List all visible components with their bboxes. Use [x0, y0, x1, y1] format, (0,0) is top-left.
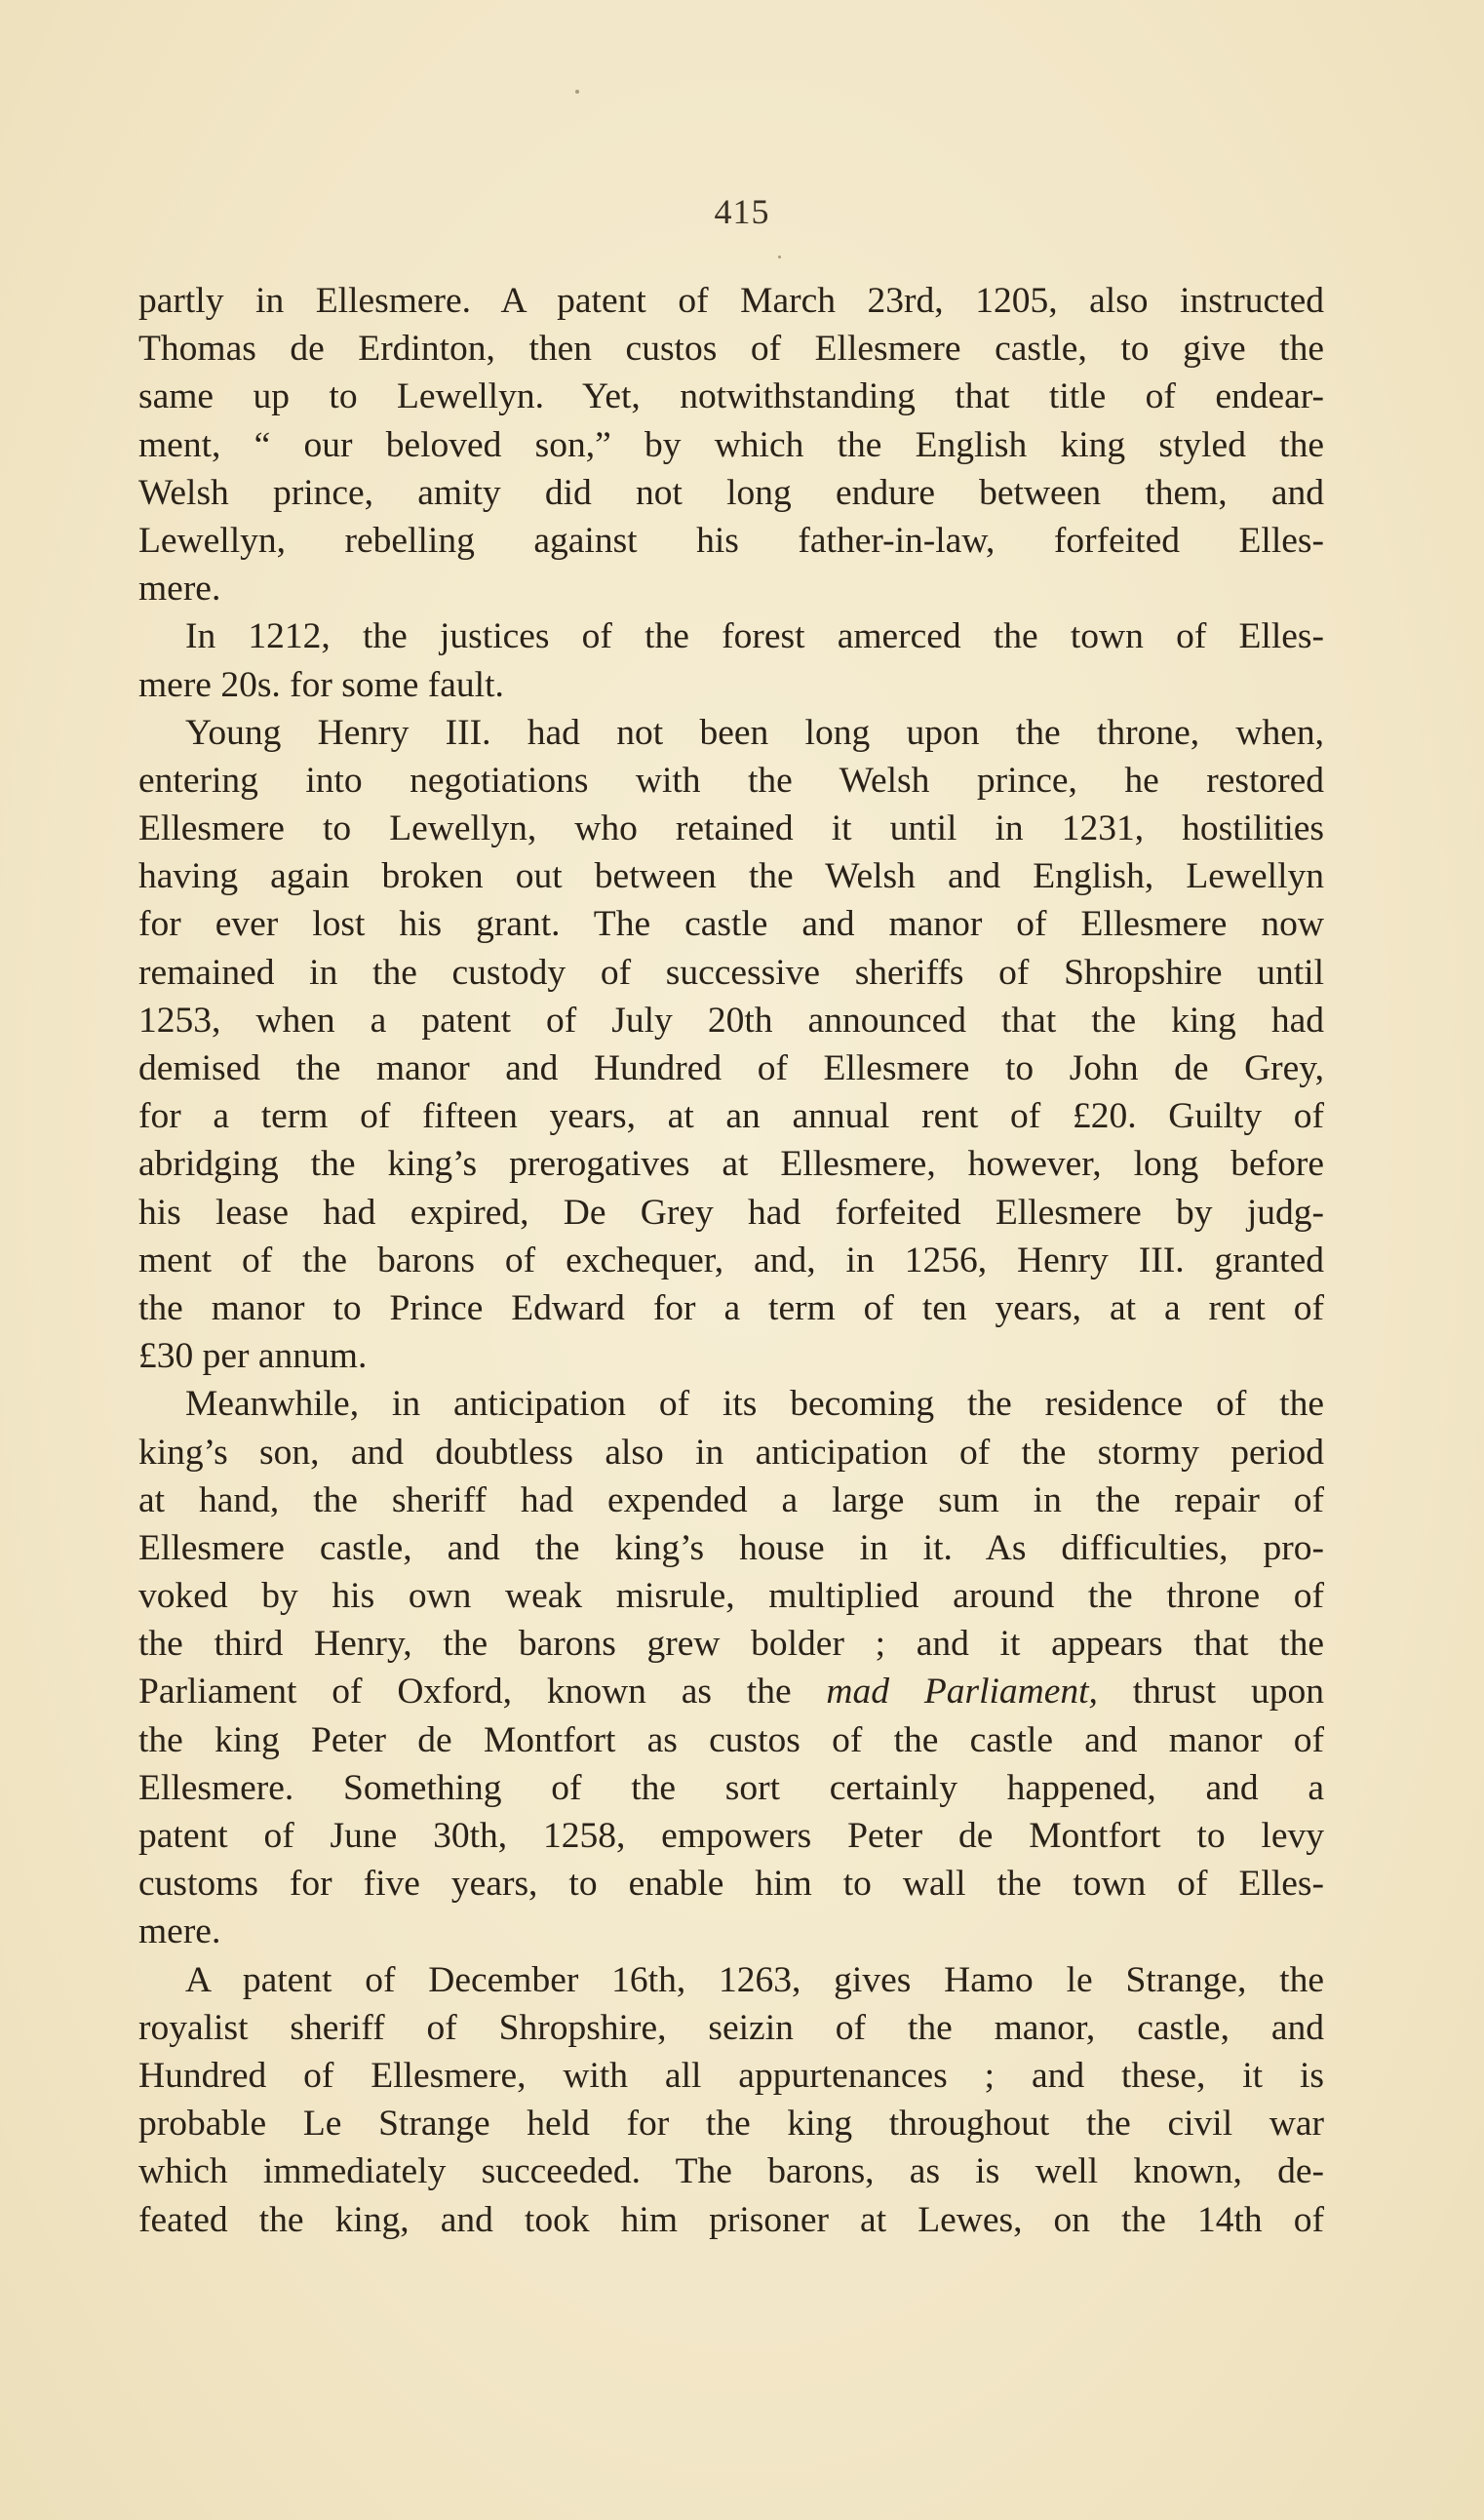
text-line: ment, “ our beloved son,” by which the English king styled the	[138, 424, 1324, 465]
text-line: Welsh prince, amity did not long endure between them, and	[138, 472, 1324, 513]
text-line: Ellesmere castle, and the king’s house in it. As difficulties, pro-	[138, 1527, 1324, 1568]
text-line-mixed	[138, 1668, 1324, 1715]
text-line: same up to Lewellyn. Yet, notwithstanding that title of endear-	[138, 376, 1324, 417]
text-line: Lewellyn, rebelling against his father-in-law, forfeited Elles-	[138, 520, 1324, 561]
text-line: having again broken out between the Welsh and English, Lewellyn	[138, 856, 1324, 897]
text-line: his lease had expired, De Grey had forfeited Ellesmere by judg-	[138, 1192, 1324, 1233]
text-line: Young Henry III. had not been long upon the throne, when,	[185, 712, 1324, 753]
text-line: the third Henry, the barons grew bolder ; and it appears that the	[138, 1624, 1324, 1665]
text-line: Ellesmere to Lewellyn, who retained it until in 1231, hostilities	[138, 808, 1324, 849]
text-line: partly in Ellesmere. A patent of March 23rd, 1205, also instructed	[138, 281, 1324, 321]
text-line: the manor to Prince Edward for a term of ten years, at a rent of	[138, 1287, 1324, 1328]
text-line: Thomas de Erdinton, then custos of Ellesmere castle, to give the	[138, 329, 1324, 370]
text-line: for ever lost his grant. The castle and manor of Ellesmere now	[138, 904, 1324, 945]
text-line: mere 20s. for some fault.	[138, 664, 504, 705]
text-line: entering into negotiations with the Welsh prince, he restored	[138, 760, 1324, 801]
text-line: Hundred of Ellesmere, with all appurtenances ; and these, it is	[138, 2055, 1324, 2096]
text-line: remained in the custody of successive sheriffs of Shropshire until	[138, 952, 1324, 993]
text-line: royalist sheriff of Shropshire, seizin of the manor, castle, and	[138, 2007, 1324, 2048]
text-line: feated the king, and took him prisoner at Lewes, on the 14th of	[138, 2199, 1324, 2240]
text-line: In 1212, the justices of the forest amerced the town of Elles-	[185, 616, 1324, 657]
ink-speck	[575, 90, 579, 94]
text-line: patent of June 30th, 1258, empowers Peter de Montfort to levy	[138, 1816, 1324, 1856]
text-line: 1253, when a patent of July 20th announced that the king had	[138, 1000, 1324, 1041]
text-line: voked by his own weak misrule, multiplied around the throne of	[138, 1576, 1324, 1617]
text-line: probable Le Strange held for the king throughout the civil war	[138, 2104, 1324, 2145]
body-text	[138, 277, 1324, 2244]
text-segment: Parliament of Oxford, known as the	[138, 1672, 792, 1713]
text-line: demised the manor and Hundred of Ellesmere to John de Grey,	[138, 1048, 1324, 1088]
text-segment: thrust upon	[1132, 1672, 1325, 1713]
text-line: Ellesmere. Something of the sort certainly happened, and a	[138, 1767, 1324, 1808]
text-line: at hand, the sheriff had expended a large sum in the repair of	[138, 1479, 1324, 1520]
text-line: A patent of December 16th, 1263, gives Hamo le Strange, the	[185, 1959, 1324, 2000]
page-number: 415	[714, 192, 770, 231]
text-line: ment of the barons of exchequer, and, in 1256, Henry III. granted	[138, 1240, 1324, 1280]
text-line: king’s son, and doubtless also in anticipation of the stormy period	[138, 1432, 1324, 1473]
text-line: mere.	[138, 569, 221, 610]
text-line: customs for five years, to enable him to wall the town of Elles-	[138, 1864, 1324, 1905]
text-line: £30 per annum.	[138, 1336, 368, 1377]
italic-phrase: mad Parliament,	[826, 1672, 1098, 1713]
text-line: for a term of fifteen years, at an annual rent of £20. Guilty of	[138, 1096, 1324, 1137]
text-line: the king Peter de Montfort as custos of the castle and manor of	[138, 1719, 1324, 1760]
text-line: mere.	[138, 1911, 221, 1952]
text-line: abridging the king’s prerogatives at Ellesmere, however, long before	[138, 1144, 1324, 1185]
text-line: which immediately succeeded. The barons, as is well known, de-	[138, 2151, 1324, 2192]
ink-speck	[778, 256, 781, 258]
text-line: Meanwhile, in anticipation of its becoming the residence of the	[185, 1384, 1324, 1425]
